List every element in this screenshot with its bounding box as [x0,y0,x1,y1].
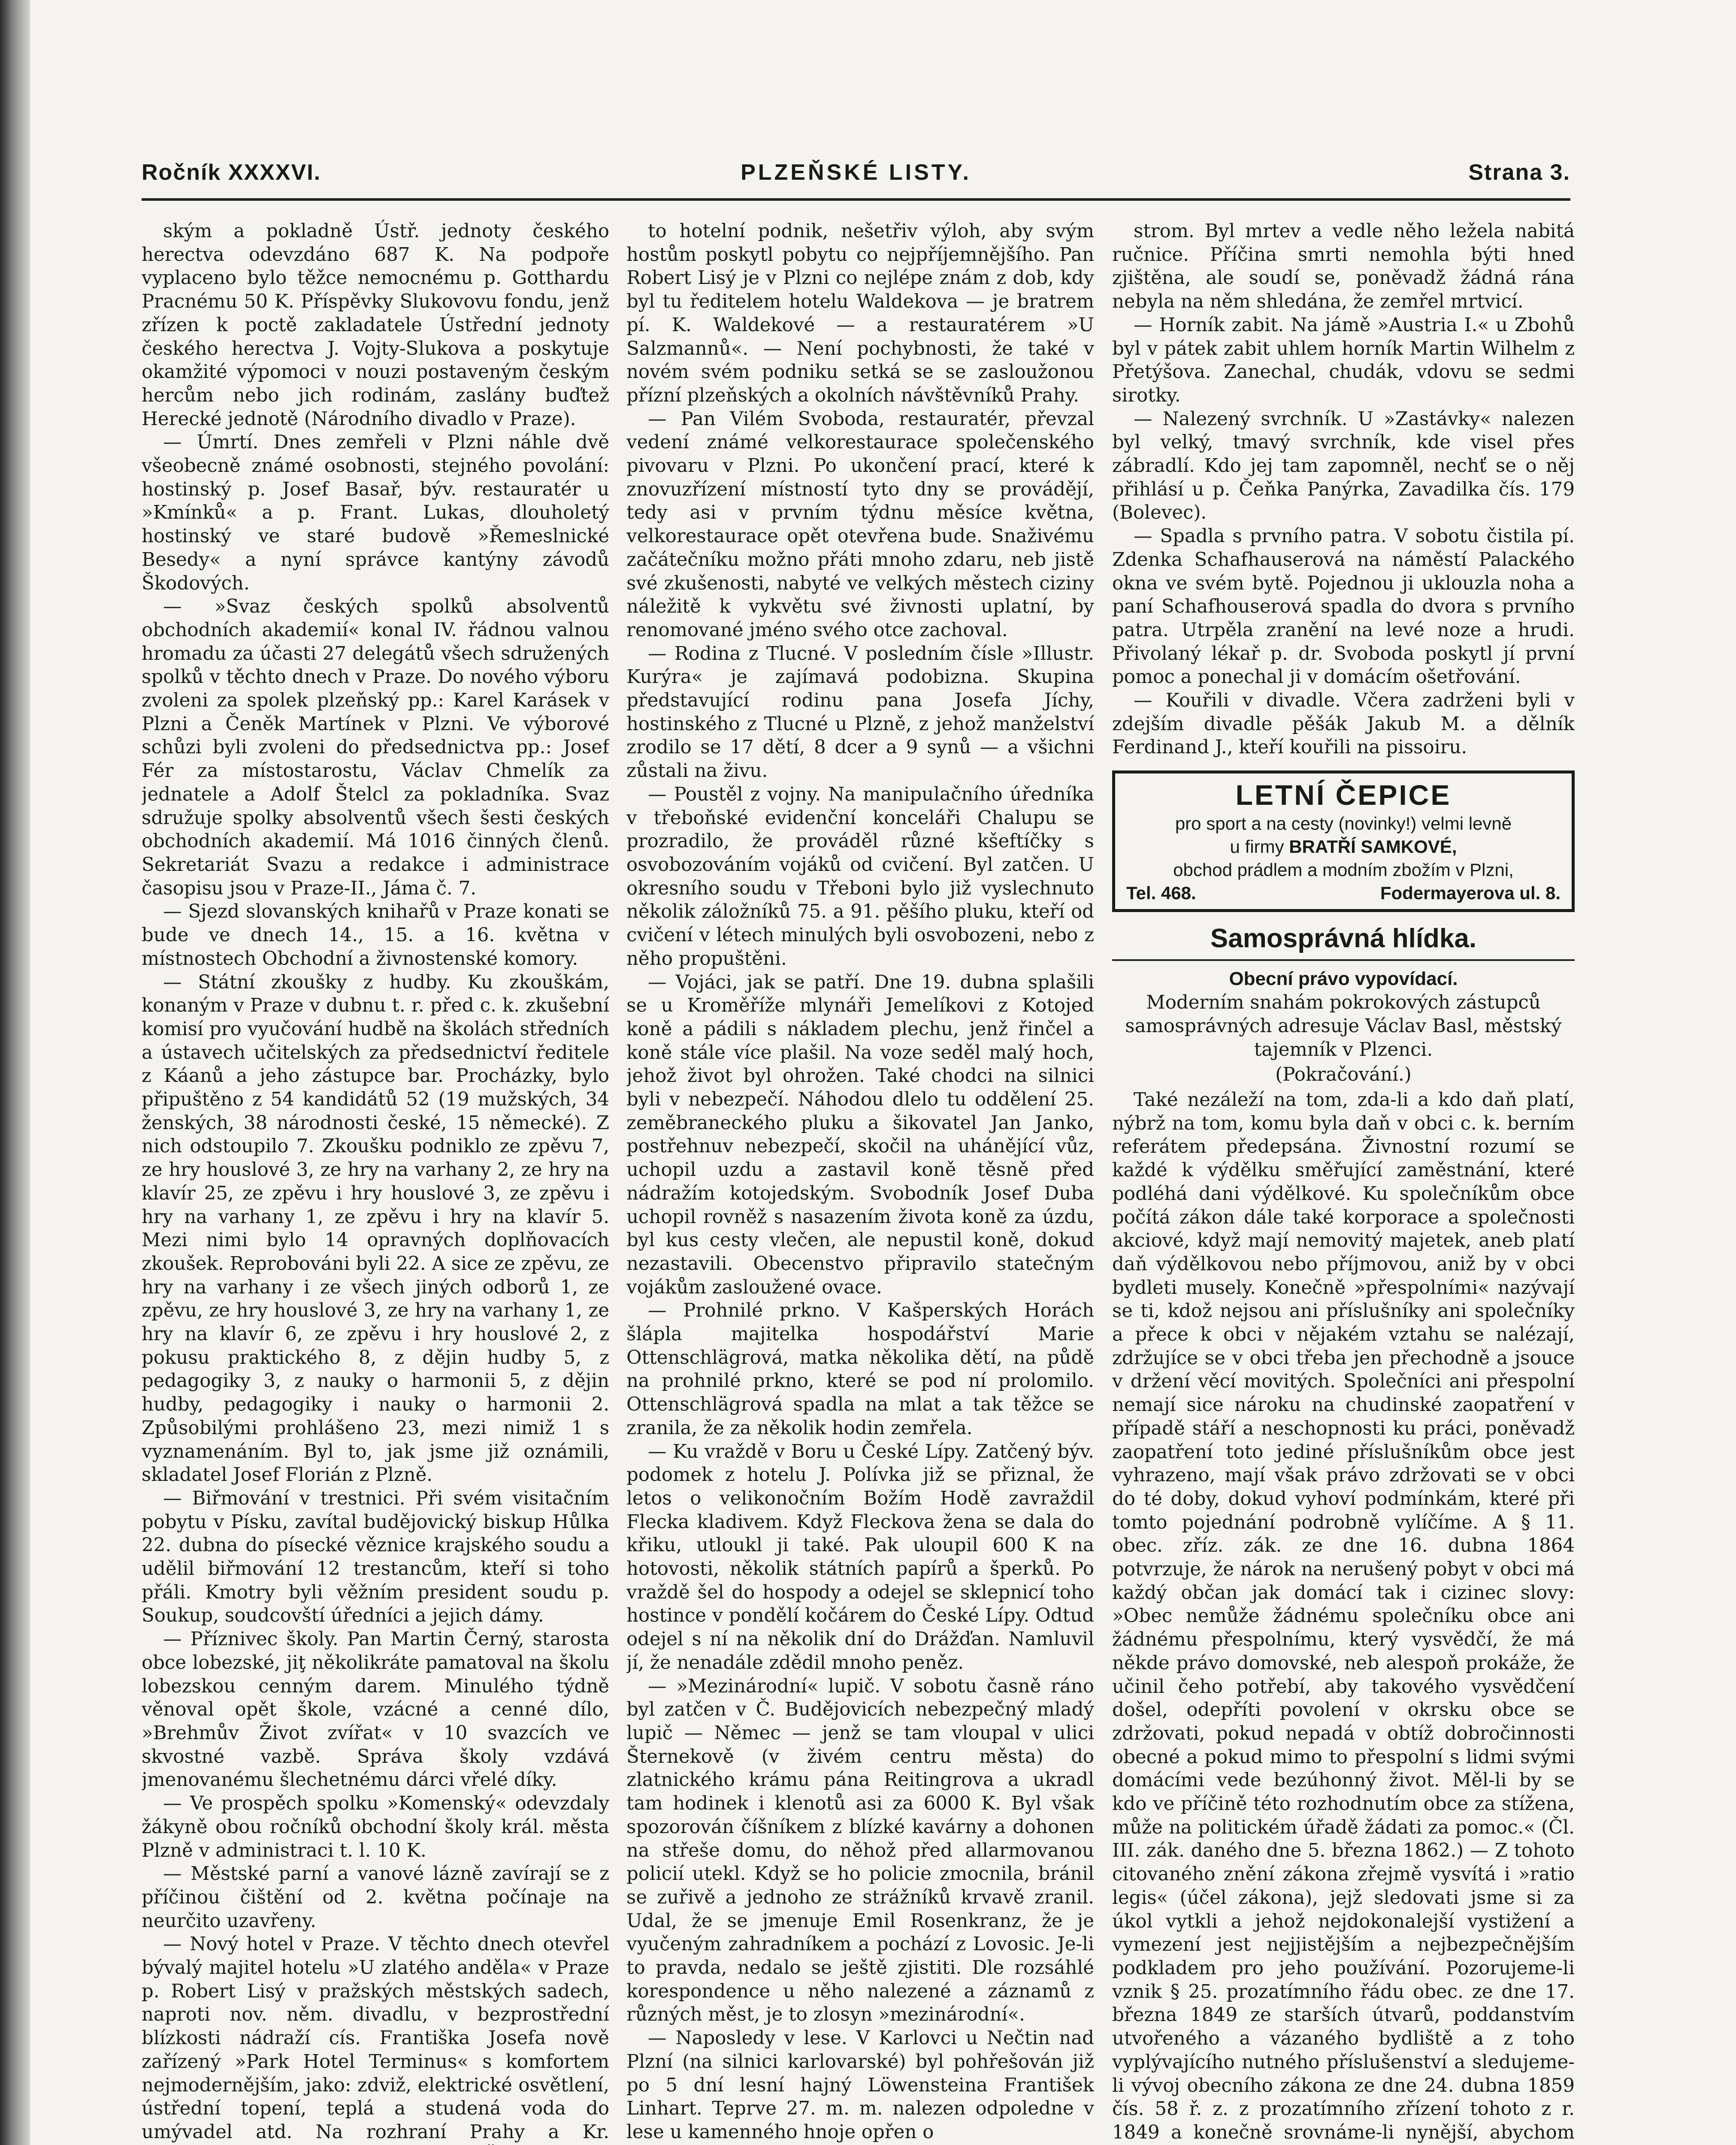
article-paragraph: — Rodina z Tlucné. V posledním čísle »Illustr. Kurýra« je zajímavá podobizna. Skupina představující rodinu pana Josefa Jíchy, hostinského z Tlucné u Plzně, z jehož manželství zrodilo se 17 dětí, 8 dcer a 9 synů — a všichni zůstali na živu. [626,643,1094,782]
article-paragraph: — Prohnilé prkno. V Kašperských Horách šlápla majitelka hospodářství Marie Ottenschlägrová, matka několika dětí, na půdě na prohnilé prkno, které se pod ní prolomilo. Ottenschlägrová spadla na mlat a tak těžce se zranila, že za několik hodin zemřela. [626,1300,1094,1439]
article-paragraph: to hotelní podnik, nešetřiv výloh, aby svým hostům poskytl pobytu co nejpříjemnějšího. Pan Robert Lisý je v Plzni co nejlépe znám z dob, kdy byl tu ředitelem hotelu Waldekova — je bratrem pí. K. Waldekové — a restauratérem »U Salzmannů«. — Není pochybnosti, že také v novém svém podniku setká se se zasloužonou přízní plzeňských a okolních návštěvníků Prahy. [626,221,1094,406]
ad-line-1: pro sport a na cesty (novinky!) velmi levně [1175,813,1512,834]
article-paragraph: — Nový hotel v Praze. V těchto dnech otevřel bývalý majitel hotelu »U zlatého anděla« v Praze p. Robert Lisý v pražských městských sadech, naproti nov. něm. divadlu, v bezprostřední blízkosti nádraží cís. Františka Josefa nově zařízený »Park Hotel Terminus« s komfortem nejmodernějším, jako: zdviž, elektrické osvětlení, ústřední topení, teplá a studená voda do umývadel atd. Na rozhraní Prahy a Kr. [142,1934,609,2143]
article-paragraph: Také nezáleží na tom, zda-li a kdo daň platí, nýbrž na tom, komu byla daň v obci c. k. berním referátem předepsána. Živnostní rozumí se každé k výdělku směřující zaměstnání, které podléhá dani výdělkové. Ku společníkům obce počítá zákon dále také korporace a společnosti akciové, když mají nemovitý majetek, aneb platí daň výdělkovou nebo příjmovou, aniž by v obci bydleti musely. Konečně »přespolními« nazývají se ti, kdož nejsou ani příslušníky ani společníky a přece k obci v nějakém vztahu se nalézají, zdržujíce se v obci třeba jen přechodně a jsouce v držení věcí movitých. Společníci ani přespolní nemají sice nároku na chudinské zaopatření v případě stáří a neschopnosti ku práci, poněvadž zaopatření toto jediné příslušníkům obce jest vyhrazeno, mají však právo zdržovati se v obci do té doby, dokud vyhoví podmínkám, které při tomto pojednání podrobně vylíčíme. A § 11. obec. zříz. zák. ze dne 16. dubna 1864 potvrzuje, že nárok na nerušený pobyt v obci má každý občan jak domácí tak i cizinec slovy: »Obec nemůže žádnému společníku obce ani žádnému přespolnímu, který vysvědčí, že má někde právo domovské, neb alespoň prokáže, že učinil čeho potřebí, aby takového vysvědčení došel, odepříti povolení v okrsku obce se zdržovati, pokud nepadá v obtíž dobročinnosti obecné a pokud mimo to přespolní s lidmi svými domácími vede bezúhonný život. Měl-li by se kdo ve příčině této rozhodnutím obce za stížena, může na politickém úřadě žádati za pomoc.« (Čl. III. zák. daného dne 5. března 1862.) — Z tohoto citovaného znění zákona zřejmě vysvítá i »ratio legis« (účel zákona), jejž sledovati jsme si za úkol vytkli a jehož nejdokonalejší vystižení a vymezení jest nejjistějším a nejbezpečnějším podkladem pro jeho používání. Pozorujeme-li vznik § 25. prozatímního řádu obec. ze dne 17. března 1849 ze starších útvarů, poddanstvím utvořeného a vázaného bydliště a z toho vyplývajícího nutného příslušenství a sledujeme-li vývoj obecního zákona ze dne 24. dubna 1859 čís. 58 ř. z. z prozatímního zřízení tohoto z r. 1849 a konečně srovnáme-li nynější, abychom [1112,1089,1575,2143]
column-3 [1112,220,1575,2145]
ad-line-3: obchod prádlem a modním zbožím v Plzni, [1173,860,1514,880]
column-2 [626,220,1094,2145]
article-paragraph: — Vojáci, jak se patří. Dne 19. dubna splašili se u Kroměříže mlynáři Jemelíkovi z Kotojed koně a pádili s nákladem plechu, jenž řinčel a koně stále více plašil. Na voze seděl malý hoch, jehož život byl ohrožen. Také chodci na silnici byli v nebezpečí. Náhodou dlelo tu oddělení 25. zeměbraneckého pluku a šikovatel Jan Janko, postřehnuv nebezpečí, skočil na uhánějící vůz, uchopil uzdu a zastavil koně těsně před nádražím kotojedským. Svobodník Josef Duba uchopil rovněž s nasazením života koně za úzdu, byl kus cesty vlečen, ale nepustil koně, dokud nezastavili. Obecenstvo připravilo statečným vojákům zasloužené ovace. [626,971,1094,1298]
article-paragraph: — Úmrtí. Dnes zemřeli v Plzni náhle dvě všeobecně známé osobnosti, stejného povolání: hostinský p. Josef Basař, býv. restauratér u »Kmínků« a p. Frant. Lukas, dlouholetý hostinský ve staré budově »Řemeslnické Besedy« a nyní správce kantýny závodů Škodových. [142,432,609,594]
ad-address: Fodermayerova ul. 8. [1380,883,1561,903]
article-paragraph: — Kouřili v divadle. Včera zadrženi byli v zdejším divadle pěšák Jakub M. a dělník Ferdinand J., kteří kouřili na pissoiru. [1112,690,1575,758]
ad-telephone: Tel. 468. [1126,883,1196,903]
page-binding-edge [0,0,30,2145]
ad-prefix: u firmy [1230,837,1284,857]
column-1 [142,220,609,2145]
page-header [142,160,1570,198]
article-paragraph: — Ve prospěch spolku »Komenský« odevzdaly žákyně obou ročníků obchodní školy král. města Plzně v administraci t. l. 10 K. [142,1793,609,1861]
article-paragraph: — Státní zkoušky z hudby. Ku zkouškám, konaným v Praze v dubnu t. r. před c. k. zkušební komisí pro vyučování hudbě na školách středních a ústavech učitelských za předsednictví ředitele z Káanů a jeho zástupce bar. Procházky, bylo připuštěno z 54 kandidátů 52 (19 mužských, 34 ženských, 38 národnosti české, 15 německé). Z nich odstoupilo 7. Zkoušku podniklo ze zpěvu 7, ze hry houslové 3, ze hry na varhany 2, ze hry na klavír 25, ze zpěvu i hry houslové 3, ze zpěvu i hry na varhany 1, ze zpěvu i hry na klavír 5. Mezi nimi bylo 14 opravných doplňovacích zkoušek. Reprobováni byli 22. A sice ze zpěvu, ze hry na varhany i ze všech jiných odborů 1, ze zpěvu, ze hry houslové 3, ze hry na varhany 1, ze hry na klavír 6, ze zpěvu i hry houslové 2, z pokusu praktického 8, z dějin hudby 5, z pedagogiky 3, z nauky o harmonii 5, z dějin hudby, pedagogiky i nauky o harmonii 2. Způsobilými prohlášeno 23, mezi nimiž 1 s vyznamenáním. Byl to, jak jsme již oznámili, skladatel Josef Florián z Plzně. [142,971,609,1486]
advertisement-box [1112,770,1575,912]
masthead-title: PLZEŇSKÉ LISTY. [741,160,971,185]
ad-footer [1126,882,1561,905]
section-intro: Moderním snahám pokrokových zástupců samosprávných adresuje Václav Basl, městský tajemník v Plzenci. [1125,992,1562,1060]
section-title: Samosprávná hlídka. [1210,924,1477,954]
article-paragraph: — Ku vraždě v Boru u České Lípy. Zatčený býv. podomek z hotelu J. Polívka již se přiznal, že letos o velikonočním Božím Hodě zavraždil Flecka kladivem. Když Fleckova žena se dala do křiku, utloukl ji také. Pak uloupil 600 K na hotovosti, několik státních papírů a šperků. Po vraždě šel do hospody a odejel se sklepnicí toho hostince v pondělí kočárem do České Lípy. Odtud odejel s ní na několik dní do Drážďan. Namluvil jí, že nenadále zdědil mnoho peněz. [626,1441,1094,1674]
article-paragraph: — Poustěl z vojny. Na manipulačního úředníka v třeboňské evidenční konceláři Chalupu se prozradilo, že prováděl různé kšeftíčky s osvobozováním vojáků od cvičení. Byl zatčen. U okresního soudu v Třeboni bylo již vyslechnuto několik záložníků 75. a 91. pěšího pluku, kteří od cvičení v létech minulých byli osvobozeni, nebo z něho propuštěni. [626,783,1094,970]
continued-note: (Pokračování.) [1275,1064,1412,1086]
article-paragraph: — Příznivec školy. Pan Martin Černý, starosta obce lobezské, jiţ několikráte pamatoval na školu lobezskou cenným darem. Minulého týdně věnoval opět škole, vzácné a cenné dílo, »Brehmův Život zvířat« v 10 svazcích ve skvostné vazbě. Správa školy vzdává jmenovanému šlechetnému dárci vřelé díky. [142,1628,609,1791]
article-paragraph: — »Mezinárodní« lupič. V sobotu časně ráno byl zatčen v Č. Budějovicích nebezpečný mladý lupič — Němec — jenž se tam vloupal v ulici Šternekově (v živém centru města) do zlatnického krámu pána Reitingrova a ukradl tam hodinek i klenotů asi za 6000 K. Byl však spozorován číšníkem z blízké kavárny a dohonen na střeše domu, do něhož před allarmovanou policií utekl. Když se ho policie zmocnila, bránil se zuřivě a jednoho ze strážníků krvavě zranil. Udal, že se jmenuje Emil Rosenkranz, že je vyučeným zahradníkem a pochází z Lovosic. Je-li to pravda, nedalo se ještě zjistiti. Dle rozsáhlé korespondence u něho nalezené a záznamů z různých měst, je to zlosyn »mezinárodní«. [626,1675,1094,2026]
ad-firm-name: BRATŘÍ SAMKOVÉ, [1289,837,1457,857]
page-number: Strana 3. [1468,160,1570,185]
article-paragraph: — Sjezd slovanských knihařů v Praze konati se bude ve dnech 14., 15. a 16. května v místnostech Obchodní a živnostenské komory. [142,901,609,970]
article-paragraph: — Spadla s prvního patra. V sobotu čistila pí. Zdenka Schafhauserová na náměstí Palackého okna ve svém bytě. Pojednou ji uklouzla noha a paní Schafhouserová spadla do dvora s prvního patra. Utrpěla zranění na levé noze a hrudi. Přivolaný lékař p. dr. Svoboda poskytl jí první pomoc a ponechal ji v domácím ošetřování. [1112,526,1575,688]
article-paragraph: — Městské parní a vanové lázně zavírají se z příčinou čištění od 2. května počínaje na neurčito uzavřeny. [142,1863,609,1932]
article-paragraph: — Naposledy v lese. V Karlovci u Nečtin nad Plzní (na silnici karlovarské) byl pohřešován již po 5 dní lesní hajný Löwensteina František Linhart. Teprve 27. m. m. nalezen odpoledne v lese u kamenného hnoje opřen o [626,2027,1094,2143]
ad-line-2 [1126,835,1561,858]
section-rule [1112,959,1575,961]
article-paragraph: — Biřmování v trestnici. Při svém visitačním pobytu v Písku, zavítal budějovický biskup Hůlka 22. dubna do písecké věznice krajského soudu a udělil biřmování 12 trestancům, kteří si toho přáli. Kmotry byli věžním president soudu p. Soukup, soudcovští úředníci a jejich dámy. [142,1487,609,1627]
article-paragraph: ským a pokladně Ústř. jednoty českého herectva odevzdáno 687 K. Na podpoře vyplaceno bylo těžce nemocnému p. Gotthardu Pracnému 50 K. Příspěvky Slukovovu fondu, jenž zřízen k poctě zakladatele Ústřední jednoty českého herectva J. Vojty-Slukova a poskytuje okamžité výpomoci v nouzi postaveným českým hercům nebo jich rodinám, zaslány buďtež Herecké jednotě (Národního divadlo v Praze). [142,221,609,430]
article-paragraph: — Horník zabit. Na jámě »Austria I.« u Zbohů byl v pátek zabit uhlem horník Martin Wilhelm z Přetýšova. Zanechal, chudák, vdovu se sedmi sirotky. [1112,314,1575,406]
volume-label: Ročník XXXXVI. [142,160,321,185]
article-paragraph: — Nalezený svrchník. U »Zastávky« nalezen byl velký, tmavý svrchník, kde visel přes zábradlí. Kdo jej tam zapomněl, nechť se o něj přihlásí u p. Čeňka Panýrka, Zavadilka čís. 179 (Bolevec). [1112,408,1575,524]
section-subtitle: Obecní právo vypovídací. [1229,968,1458,990]
article-paragraph: — »Svaz českých spolků absolventů obchodních akademií« konal IV. řádnou valnou hromadu za účasti 27 delegátů všech sdružených spolků v těchto dnech v Praze. Do nového výboru zvoleni za spolek plzeňský pp.: Karel Karásek v Plzni a Čeněk Martínek v Plzni. Ve výborové schůzi byli zvoleni do předsednictva pp.: Josef Fér za místostarostu, Václav Chmelík za jednatele a Adolf Štelcl za pokladníka. Svaz sdružuje spolky absolventů všech šesti českých obchodních akademií. Má 1016 činných členů. Sekretariát Svazu a redakce i administrace časopisu jsou v Praze-II., Jáma č. 7. [142,596,609,899]
article-paragraph: — Pan Vilém Svoboda, restauratér, převzal vedení známé velkorestaurace společenského pivovaru v Plzni. Po ukončení prací, které k znovuzřízení místností tyto dny se provádějí, tedy asi v prvním týdnu měsíce května, velkorestaurace opět otevřena bude. Snaživému začátečníku možno přáti mnoho zdaru, neb jistě své zkušenosti, nabyté ve velkých městech ciziny náležitě k vykvětu své živnosti uplatní, by renomované jméno svého otce zachoval. [626,408,1094,641]
ad-title: LETNÍ ČEPICE [1235,779,1452,811]
article-paragraph: strom. Byl mrtev a vedle něho ležela nabitá ručnice. Příčina smrti nemohla býti hned zjištěna, ale soudí se, poněvadž žádná rána nebyla na něm shledána, že zemřel mrtvicí. [1112,221,1575,313]
header-rule [142,198,1570,201]
